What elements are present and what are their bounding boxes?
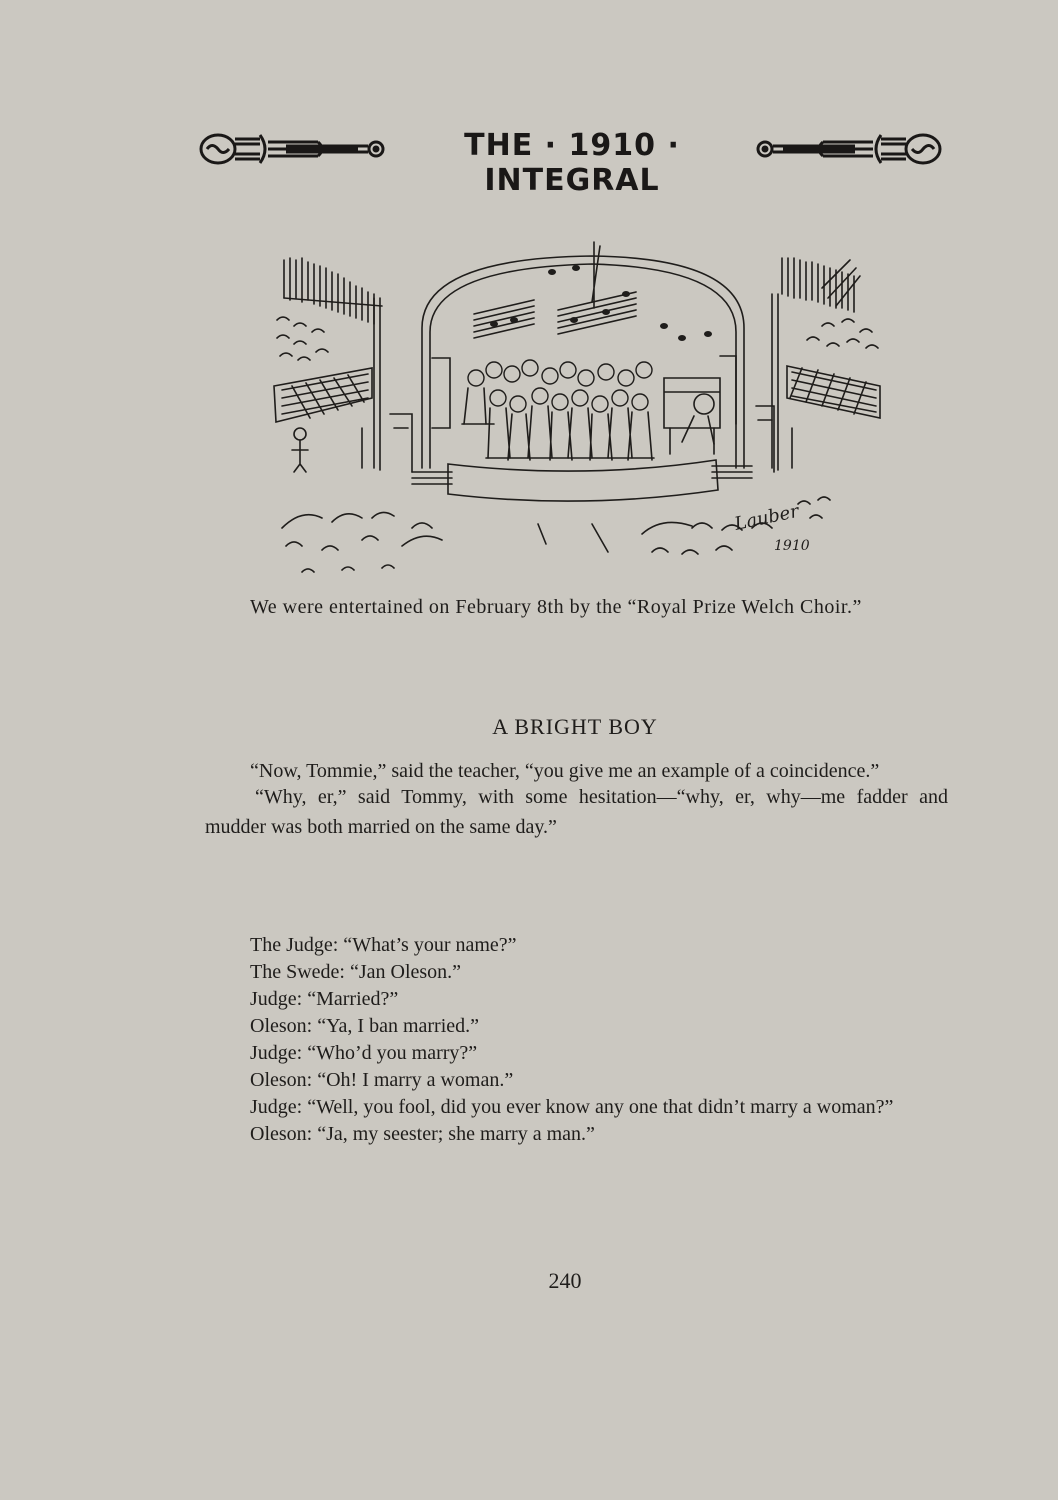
dialogue-line: Judge: “Who’d you marry?”	[250, 1042, 478, 1064]
dialogue-block	[250, 932, 960, 1148]
choir-stage-illustration	[262, 228, 892, 578]
header-title: THE · 1910 · INTEGRAL	[464, 128, 680, 198]
running-header	[198, 124, 943, 198]
section-title: A BRIGHT BOY	[492, 714, 658, 739]
dialogue-line: Oleson: “Ja, my seester; she marry a man.”	[250, 1123, 595, 1145]
dialogue-line: The Swede: “Jan Oleson.”	[250, 961, 462, 983]
dialogue-line: Judge: “Married?”	[250, 988, 399, 1010]
dialogue-line: Judge: “Well, you fool, did you ever know any one that didn’t marry a woman?”	[250, 1096, 894, 1118]
dialogue-line: Oleson: “Oh! I marry a woman.”	[250, 1069, 514, 1091]
artist-signature-year: 1910	[774, 538, 810, 554]
dialogue-line: Oleson: “Ya, I ban married.”	[250, 1015, 480, 1037]
artist-signature: Lauber	[732, 500, 801, 535]
scroll-ornament-icon	[198, 130, 388, 168]
illustration-caption: We were entertained on February 8th by the “Royal Prize Welch Choir.”	[250, 596, 862, 618]
dialogue-line: The Judge: “What’s your name?”	[250, 934, 517, 956]
paragraph: “Now, Tommie,” said the teacher, “you give me an example of a coincidence.”	[250, 760, 880, 782]
paragraph: “Why, er,” said Tommy, with some hesitation—“why, er, why—me fadder and mudder was both married on the same day.”	[205, 786, 948, 838]
scroll-ornament-icon	[753, 130, 943, 168]
page-number: 240	[548, 1268, 582, 1293]
